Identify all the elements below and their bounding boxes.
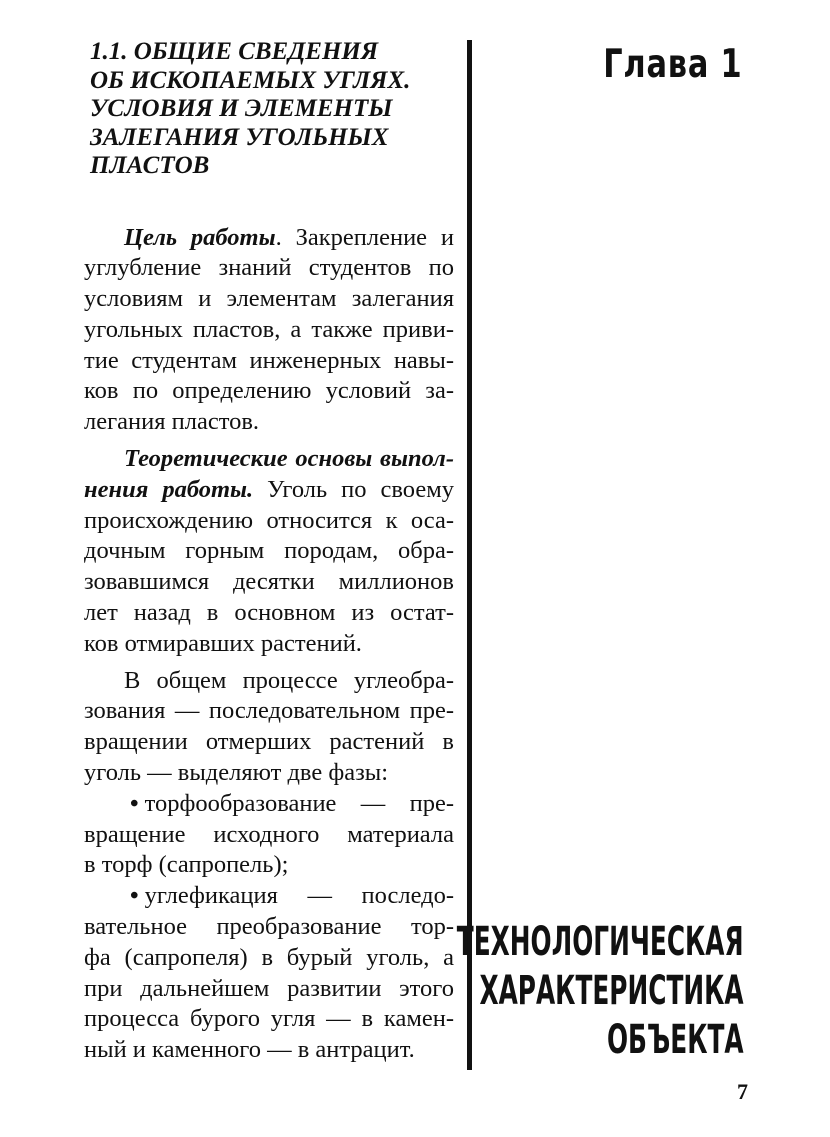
theory-lead-line: Теоретические основы выпол- [124,445,454,473]
goal-text: . Закрепление и [275,223,454,251]
process-paragraph-line: уголь — выделяют две фазы: [84,759,389,787]
section-title-line: УСЛОВИЯ И ЭЛЕМЕНТЫ [90,95,393,122]
theory-lead: нения работы. [84,475,254,503]
process-paragraph-line: В общем процессе углеобра- [124,666,454,694]
section-title-line: ОБ ИСКОПАЕМЫХ УГЛЯХ. [90,66,411,94]
chapter-label: Глава 1 [602,42,742,87]
chapter-title-line: ТЕХНОЛОГИЧЕСКАЯ [457,919,744,965]
list-item-line: процесса бурого угля — в камен- [84,1005,454,1033]
goal-paragraph-line: ков по определению условий за- [84,377,454,405]
goal-lead: Цель работы [124,223,276,251]
chapter-title-line: ОБЪЕКТА [607,1017,744,1063]
theory-paragraph-line: дочным горным породам, обра- [84,537,454,565]
bullet-icon: • [130,789,139,817]
goal-paragraph-line: углубление знаний студентов по [84,254,454,282]
bullet-icon: • [130,882,139,910]
list-item-line: вращение исходного материала [84,820,454,848]
process-paragraph-line: зования — последовательном пре- [84,697,454,725]
page-number: 7 [737,1079,748,1104]
goal-paragraph-line: тие студентам инженерных навы- [84,346,454,374]
theory-paragraph-line: зовавшимся десятки миллионов [84,568,454,596]
theory-paragraph-line: ков отмиравших растений. [84,629,362,657]
theory-paragraph-line [84,475,454,506]
vertical-divider [467,40,472,1070]
list-item-text: углефикация — последо- [144,882,454,910]
section-title-line: ЗАЛЕГАНИЯ УГОЛЬНЫХ [90,123,389,151]
chapter-title [457,918,744,1065]
list-item-line: фа (сапропеля) в бурый уголь, а [84,943,454,971]
goal-paragraph-line: угольных пластов, а также приви- [84,315,454,343]
body-text [84,223,454,1067]
goal-paragraph-line: условиям и элементам залегания [84,285,454,313]
list-item [84,881,454,912]
goal-paragraph-line: легания пластов. [84,408,260,436]
section-title-line: ПЛАСТОВ [90,152,210,179]
theory-paragraph-line: происхождению относится к оса- [84,506,454,534]
left-column [84,28,454,1066]
chapter-title-line: ХАРАКТЕРИСТИКА [479,968,744,1014]
list-item-text: торфообразование — пре- [144,789,454,817]
section-title-line: 1.1. ОБЩИЕ СВЕДЕНИЯ [90,38,379,65]
process-paragraph-line: вращении отмерших растений в [84,728,454,756]
theory-paragraph-line: лет назад в основном из остат- [84,599,454,627]
goal-paragraph-line [84,223,454,254]
section-title [90,38,454,181]
list-item-line: ный и каменного — в антрацит. [84,1036,415,1064]
list-item [84,789,454,820]
list-item-line: при дальнейшем развитии этого [84,974,454,1002]
theory-text: Уголь по своему [253,475,454,503]
list-item-line: в торф (сапропель); [84,851,289,879]
list-item-line: вательное преобразование тор- [84,913,454,941]
